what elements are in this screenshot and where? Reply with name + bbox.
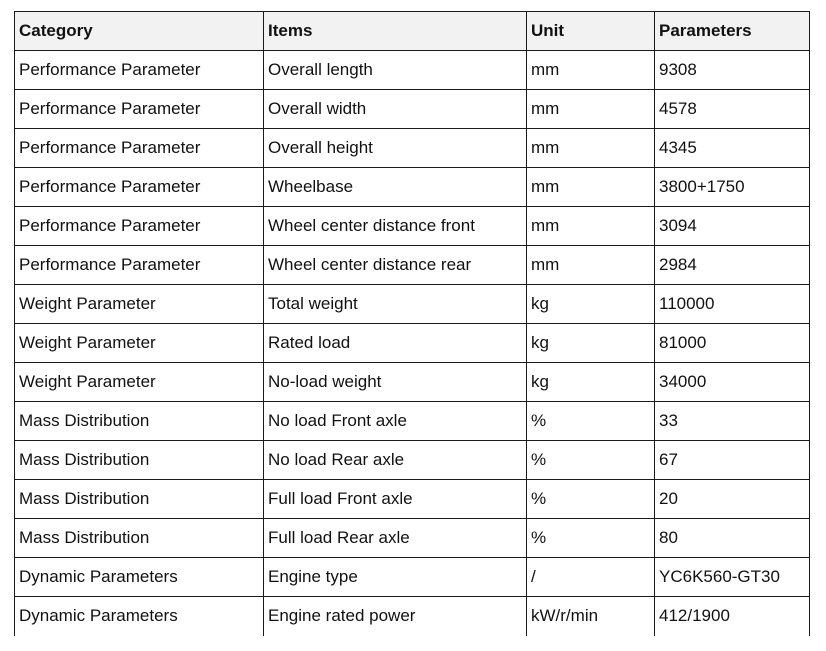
cell-category: Mass Distribution bbox=[15, 519, 264, 558]
table-row bbox=[15, 519, 810, 558]
cell-parameter: 34000 bbox=[655, 363, 810, 402]
cell-unit: % bbox=[527, 402, 655, 441]
cell-category: Weight Parameter bbox=[15, 363, 264, 402]
cell-unit: kW/r/min bbox=[527, 597, 655, 636]
table-row bbox=[15, 402, 810, 441]
header-parameters: Parameters bbox=[655, 12, 810, 51]
cell-item: Total weight bbox=[264, 285, 527, 324]
cell-item: Overall width bbox=[264, 90, 527, 129]
cell-parameter: 20 bbox=[655, 480, 810, 519]
cell-category: Weight Parameter bbox=[15, 285, 264, 324]
table-row bbox=[15, 51, 810, 90]
table-row bbox=[15, 129, 810, 168]
cell-unit: kg bbox=[527, 324, 655, 363]
cell-unit: mm bbox=[527, 90, 655, 129]
header-row bbox=[15, 12, 810, 51]
cell-item: No load Rear axle bbox=[264, 441, 527, 480]
table-body bbox=[15, 51, 810, 636]
cell-category: Performance Parameter bbox=[15, 90, 264, 129]
cell-category: Dynamic Parameters bbox=[15, 597, 264, 636]
cell-category: Performance Parameter bbox=[15, 168, 264, 207]
cell-item: Wheelbase bbox=[264, 168, 527, 207]
cell-unit: kg bbox=[527, 285, 655, 324]
cell-category: Mass Distribution bbox=[15, 480, 264, 519]
cell-item: Full load Rear axle bbox=[264, 519, 527, 558]
cell-parameter: 67 bbox=[655, 441, 810, 480]
cell-parameter: 4578 bbox=[655, 90, 810, 129]
table-row bbox=[15, 324, 810, 363]
cell-item: Overall length bbox=[264, 51, 527, 90]
cell-parameter: 412/1900 bbox=[655, 597, 810, 636]
cell-category: Performance Parameter bbox=[15, 207, 264, 246]
table-row bbox=[15, 597, 810, 636]
cell-parameter: YC6K560-GT30 bbox=[655, 558, 810, 597]
table-row bbox=[15, 168, 810, 207]
cell-item: Engine rated power bbox=[264, 597, 527, 636]
cell-unit: % bbox=[527, 441, 655, 480]
table-row bbox=[15, 207, 810, 246]
cell-unit: mm bbox=[527, 129, 655, 168]
header-unit: Unit bbox=[527, 12, 655, 51]
cell-category: Performance Parameter bbox=[15, 246, 264, 285]
cell-item: Wheel center distance front bbox=[264, 207, 527, 246]
cell-parameter: 3800+1750 bbox=[655, 168, 810, 207]
cell-category: Performance Parameter bbox=[15, 51, 264, 90]
cell-parameter: 80 bbox=[655, 519, 810, 558]
spec-table bbox=[14, 11, 810, 636]
table-row bbox=[15, 441, 810, 480]
cell-item: No load Front axle bbox=[264, 402, 527, 441]
table-row bbox=[15, 90, 810, 129]
cell-parameter: 2984 bbox=[655, 246, 810, 285]
cell-unit: % bbox=[527, 480, 655, 519]
table-row bbox=[15, 558, 810, 597]
table-row bbox=[15, 285, 810, 324]
cell-parameter: 33 bbox=[655, 402, 810, 441]
cell-unit: kg bbox=[527, 363, 655, 402]
cell-item: No-load weight bbox=[264, 363, 527, 402]
cell-parameter: 4345 bbox=[655, 129, 810, 168]
cell-item: Wheel center distance rear bbox=[264, 246, 527, 285]
cell-parameter: 3094 bbox=[655, 207, 810, 246]
cell-unit: / bbox=[527, 558, 655, 597]
cell-unit: mm bbox=[527, 246, 655, 285]
cell-item: Overall height bbox=[264, 129, 527, 168]
cell-item: Rated load bbox=[264, 324, 527, 363]
cell-unit: mm bbox=[527, 168, 655, 207]
cell-item: Full load Front axle bbox=[264, 480, 527, 519]
header-category: Category bbox=[15, 12, 264, 51]
cell-category: Mass Distribution bbox=[15, 402, 264, 441]
table-row bbox=[15, 480, 810, 519]
table-row bbox=[15, 246, 810, 285]
cell-unit: mm bbox=[527, 207, 655, 246]
cell-category: Mass Distribution bbox=[15, 441, 264, 480]
header-items: Items bbox=[264, 12, 527, 51]
cell-parameter: 9308 bbox=[655, 51, 810, 90]
cell-category: Weight Parameter bbox=[15, 324, 264, 363]
cell-item: Engine type bbox=[264, 558, 527, 597]
cell-category: Performance Parameter bbox=[15, 129, 264, 168]
cell-category: Dynamic Parameters bbox=[15, 558, 264, 597]
table-row bbox=[15, 363, 810, 402]
cell-unit: mm bbox=[527, 51, 655, 90]
cell-parameter: 110000 bbox=[655, 285, 810, 324]
cell-parameter: 81000 bbox=[655, 324, 810, 363]
cell-unit: % bbox=[527, 519, 655, 558]
